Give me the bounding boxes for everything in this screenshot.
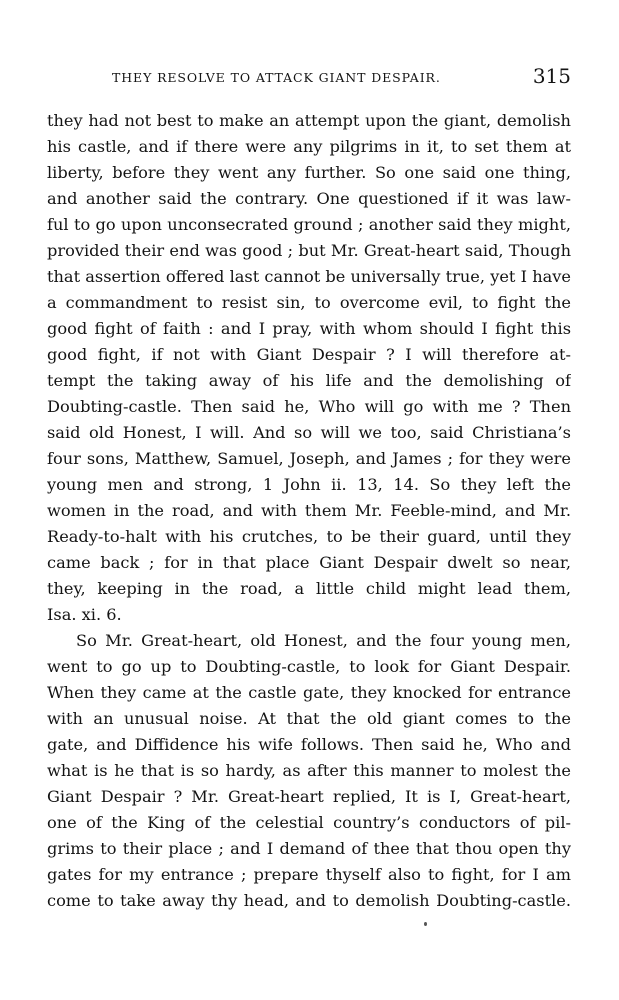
text-line: young men and strong, 1 John ii. 13, 14. So they left the (47, 475, 571, 494)
paragraph-1 (47, 108, 571, 628)
text-line: So Mr. Great-heart, old Honest, and the four young men, (76, 631, 571, 650)
running-head-title: THEY RESOLVE TO ATTACK GIANT DESPAIR. (112, 70, 441, 85)
page-number: 315 (532, 64, 571, 88)
text-line: and another said the contrary. One questioned if it was law- (47, 189, 571, 208)
text-line: a commandment to resist sin, to overcome evil, to fight the (47, 293, 571, 312)
text-line: one of the King of the celestial country’s conductors of pil- (47, 813, 571, 832)
text-line: they, keeping in the road, a little child might lead them, (47, 579, 571, 598)
text-line: that assertion offered last cannot be universally true, yet I have (47, 267, 571, 286)
paragraph-2 (47, 628, 571, 914)
text-line: ful to go upon unconsecrated ground ; another said they might, (47, 215, 571, 234)
text-line: When they came at the castle gate, they knocked for entrance (47, 683, 571, 702)
text-line: Isa. xi. 6. (47, 605, 122, 624)
body-text (47, 108, 571, 914)
text-line: gates for my entrance ; prepare thyself also to fight, for I am (47, 865, 571, 884)
ink-speck (424, 922, 427, 926)
text-line: four sons, Matthew, Samuel, Joseph, and James ; for they were (47, 449, 571, 468)
text-line: good fight of faith : and I pray, with whom should I fight this (47, 319, 571, 338)
text-line: said old Honest, I will. And so will we too, said Christiana’s (47, 423, 571, 442)
text-line: Doubting-castle. Then said he, Who will go with me ? Then (47, 397, 571, 416)
text-line: good fight, if not with Giant Despair ? I will therefore at- (47, 345, 571, 364)
text-line: liberty, before they went any further. So one said one thing, (47, 163, 571, 182)
text-line: Giant Despair ? Mr. Great-heart replied, It is I, Great-heart, (47, 787, 571, 806)
text-line: grims to their place ; and I demand of thee that thou open thy (47, 839, 571, 858)
text-line: they had not best to make an attempt upon the giant, demolish (47, 111, 571, 130)
text-line: provided their end was good ; but Mr. Great-heart said, Though (47, 241, 571, 260)
text-line: Ready-to-halt with his crutches, to be their guard, until they (47, 527, 571, 546)
text-line: what is he that is so hardy, as after this manner to molest the (47, 761, 571, 780)
text-line: come to take away thy head, and to demolish Doubting-castle. (47, 891, 571, 910)
text-line: tempt the taking away of his life and the demolishing of (47, 371, 571, 390)
text-line: came back ; for in that place Giant Despair dwelt so near, (47, 553, 571, 572)
text-line: with an unusual noise. At that the old giant comes to the (47, 709, 571, 728)
text-line: went to go up to Doubting-castle, to look for Giant Despair. (47, 657, 571, 676)
text-line: his castle, and if there were any pilgrims in it, to set them at (47, 137, 571, 156)
text-line: gate, and Diffidence his wife follows. Then said he, Who and (47, 735, 571, 754)
text-line: women in the road, and with them Mr. Feeble-mind, and Mr. (47, 501, 571, 520)
